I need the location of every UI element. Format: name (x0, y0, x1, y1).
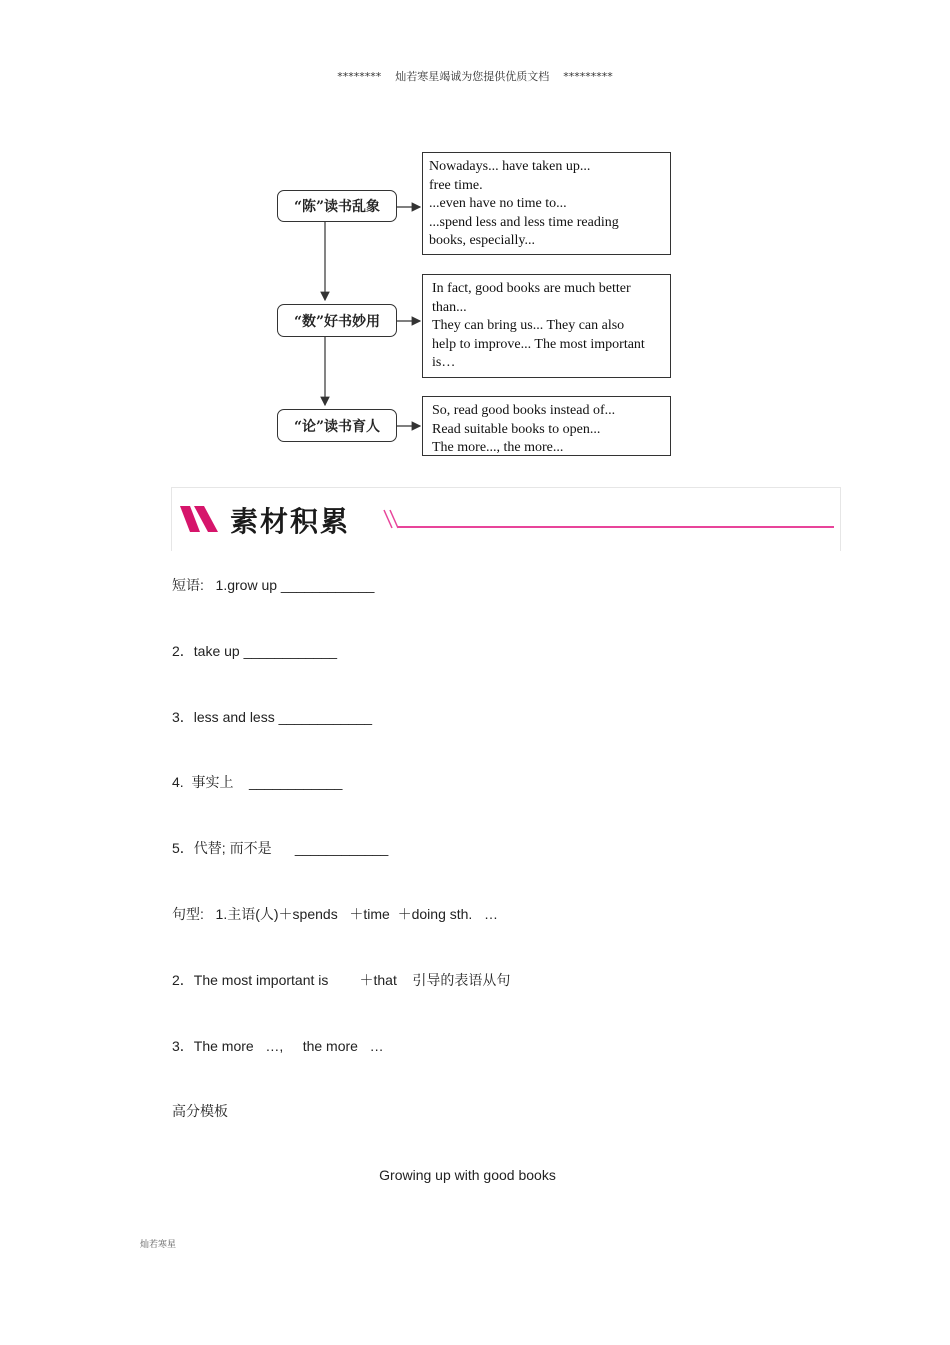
note-line: Nowadays... have taken up... (429, 159, 591, 174)
phrase-line-1: 短语: 1.grow up ____________ (172, 577, 375, 593)
diagram-note-3 (422, 396, 671, 456)
note-line: The more..., the more... (432, 440, 564, 455)
sentence-line-2: 2．The most important is ＋that 引导的表语从句 (172, 972, 511, 988)
diagram-note-2 (422, 274, 671, 378)
note-line: So, read good books instead of... (432, 403, 616, 418)
note-line: They can bring us... They can also (432, 318, 625, 333)
note-line: is… (432, 355, 456, 370)
sentence-line-3: 3．The more …, the more … (172, 1038, 384, 1054)
essay-title: Growing up with good books (379, 1167, 556, 1183)
banner-title: 素材积累 (230, 505, 351, 538)
diagram-node-2: “数”好书妙用 (277, 304, 397, 337)
diagram-note-1 (422, 152, 671, 255)
note-line: than... (432, 299, 467, 315)
phrase-line-2: 2．take up ____________ (172, 643, 338, 659)
page-footer: 灿若寒星 (140, 1240, 177, 1250)
phrase-line-4: 4. 事实上 ____________ (172, 774, 343, 790)
phrase-line-3: 3．less and less ____________ (172, 709, 373, 725)
note-line: help to improve... The most important (432, 336, 645, 352)
note-line: free time. (429, 177, 483, 193)
template-heading: 高分模板 (172, 1103, 228, 1119)
sentence-line-1: 句型: 1.主语(人)＋spends ＋time ＋doing sth. … (172, 906, 498, 922)
note-line: ...spend less and less time reading (429, 214, 619, 230)
note-line: books, especially... (429, 233, 536, 248)
note-line: ...even have no time to... (429, 196, 567, 211)
note-line: In fact, good books are much better (432, 281, 631, 296)
banner-underline (398, 526, 834, 528)
diagram-node-1: “陈”读书乱象 (277, 190, 397, 222)
slash-marker-icon (180, 506, 220, 534)
page-header: ******** 灿若寒星竭诚为您提供优质文档 ********* (337, 70, 613, 83)
note-line: Read suitable books to open... (432, 421, 601, 437)
section-banner (171, 487, 841, 551)
phrase-line-5: 5．代替; 而不是 ____________ (172, 840, 389, 856)
diagram-node-3: “论”读书育人 (277, 409, 397, 442)
